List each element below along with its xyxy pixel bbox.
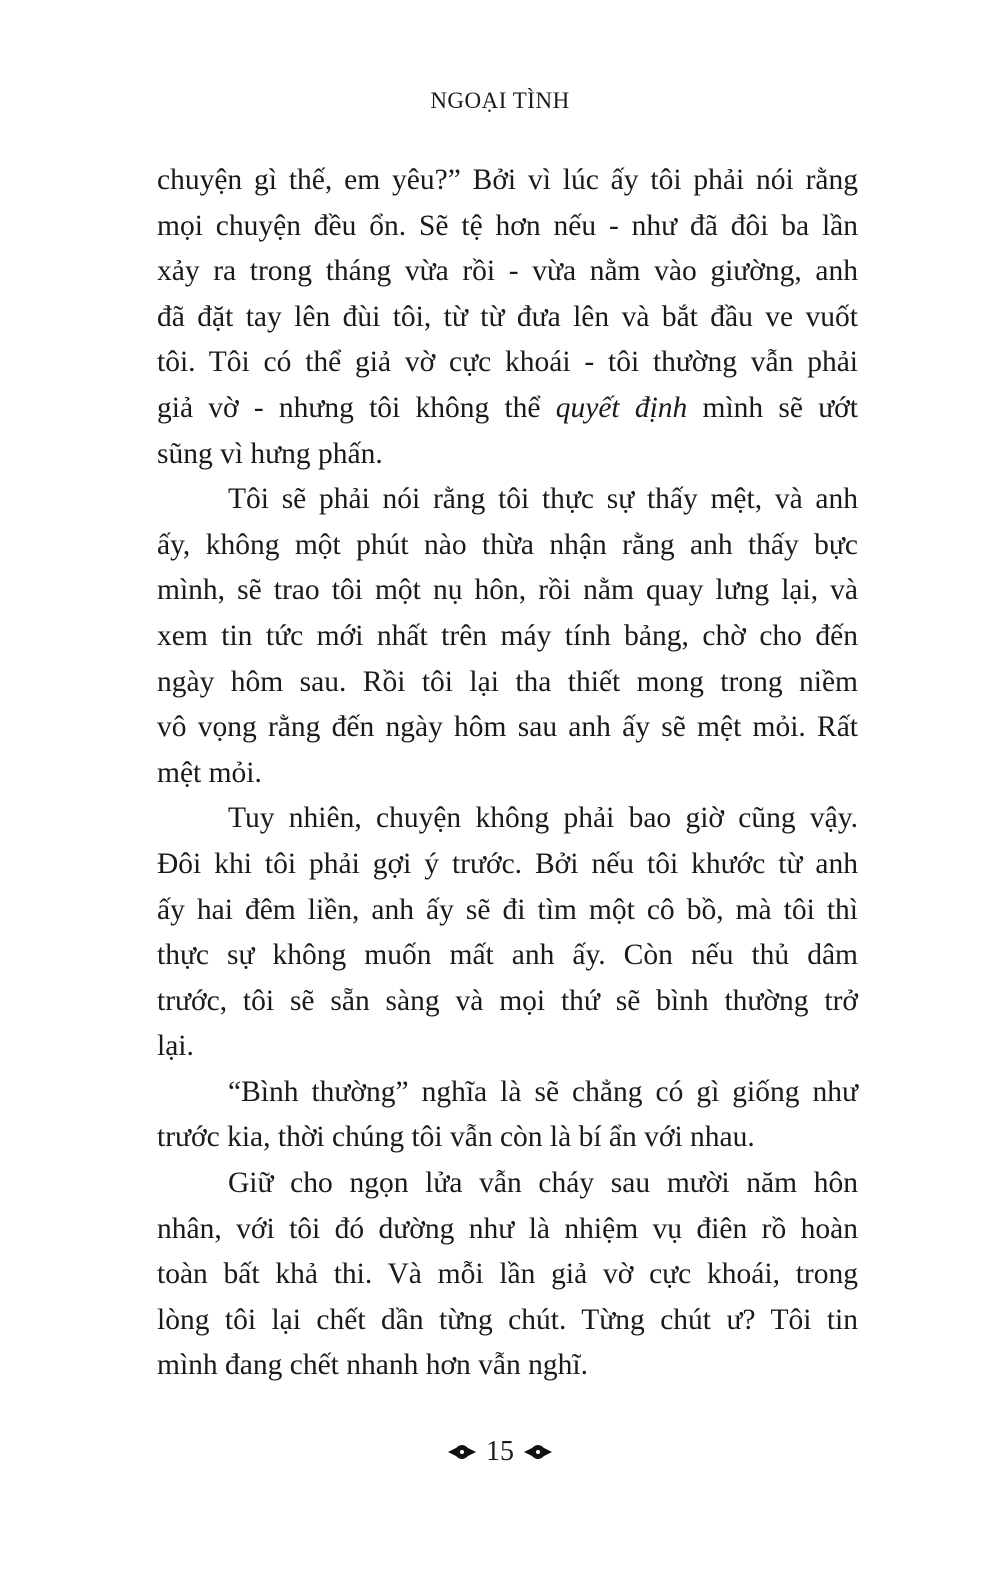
text-line (157, 432, 858, 478)
fleuron-right-icon (524, 1438, 552, 1470)
text-line (157, 1343, 858, 1389)
text-segment: mình đang chết nhanh hơn vẫn nghĩ. (157, 1349, 588, 1382)
text-line (157, 477, 858, 523)
paragraph (157, 158, 858, 477)
text-segment: toàn bất khả thi. Và mỗi lần giả vờ cực khoái, trong (157, 1258, 858, 1291)
text-line (157, 1070, 858, 1116)
text-line (157, 796, 858, 842)
text-segment: đã đặt tay lên đùi tôi, từ từ đưa lên và bắt đầu ve vuốt (157, 300, 858, 333)
text-segment: xem tin tức mới nhất trên máy tính bảng, chờ cho đến (157, 619, 858, 652)
text-segment: lại. (157, 1030, 194, 1063)
text-segment: vô vọng rằng đến ngày hôm sau anh ấy sẽ mệt mỏi. Rất (157, 711, 858, 744)
text-line (157, 1207, 858, 1253)
text-segment: lòng tôi lại chết dần từng chút. Từng chút ư? Tôi tin (157, 1303, 858, 1336)
text-segment: xảy ra trong tháng vừa rồi - vừa nằm vào giường, anh (157, 255, 858, 288)
text-line (157, 158, 858, 204)
fleuron-left-icon (448, 1438, 476, 1470)
body-text (157, 158, 858, 1389)
text-segment: Giữ cho ngọn lửa vẫn cháy sau mười năm hôn (228, 1167, 858, 1200)
text-line (157, 1252, 858, 1298)
text-line (157, 614, 858, 660)
text-line (157, 386, 858, 432)
text-segment: mọi chuyện đều ổn. Sẽ tệ hơn nếu - như đã đôi ba lần (157, 209, 858, 242)
text-line (157, 888, 858, 934)
paragraph (157, 1161, 858, 1389)
page-footer (0, 1436, 1000, 1470)
text-line (157, 568, 858, 614)
text-segment: mình, sẽ trao tôi một nụ hôn, rồi nằm quay lưng lại, và (157, 574, 858, 607)
paragraph (157, 1070, 858, 1161)
text-segment: nhân, với tôi đó dường như là nhiệm vụ điên rồ hoàn (157, 1212, 858, 1245)
text-line (157, 204, 858, 250)
text-segment: trước, tôi sẽ sẵn sàng và mọi thứ sẽ bình thường trở (157, 984, 858, 1017)
running-header: NGOẠI TÌNH (430, 88, 570, 113)
text-segment: trước kia, thời chúng tôi vẫn còn là bí ẩn với nhau. (157, 1121, 755, 1154)
text-segment: sũng vì hưng phấn. (157, 437, 383, 470)
text-segment: Đôi khi tôi phải gợi ý trước. Bởi nếu tôi khước từ anh (157, 847, 858, 880)
text-line (157, 295, 858, 341)
text-line (157, 842, 858, 888)
text-segment: ấy, không một phút nào thừa nhận rằng anh thấy bực (157, 528, 858, 561)
text-line (157, 1115, 858, 1161)
text-segment: ấy hai đêm liền, anh ấy sẽ đi tìm một cô bồ, mà tôi thì (157, 893, 858, 926)
text-segment: mệt mỏi. (157, 756, 262, 789)
text-line (157, 705, 858, 751)
paragraph (157, 796, 858, 1070)
text-line (157, 1024, 858, 1070)
text-segment: mình sẽ ướt (687, 391, 858, 424)
page-number: 15 (486, 1436, 514, 1467)
text-line (157, 340, 858, 386)
text-line (157, 1161, 858, 1207)
paragraph (157, 477, 858, 796)
text-segment: chuyện gì thế, em yêu?” Bởi vì lúc ấy tôi phải nói rằng (157, 164, 858, 196)
text-line (157, 1298, 858, 1344)
text-line (157, 523, 858, 569)
text-segment: giả vờ - nhưng tôi không thể (157, 391, 556, 424)
text-segment: Tuy nhiên, chuyện không phải bao giờ cũng vậy. (228, 802, 858, 835)
text-line (157, 751, 858, 797)
italic-text: quyết định (555, 391, 688, 424)
text-line (157, 933, 858, 979)
text-segment: tôi. Tôi có thể giả vờ cực khoái - tôi thường vẫn phải (157, 346, 858, 379)
text-line (157, 249, 858, 295)
text-segment: “Bình thường” nghĩa là sẽ chẳng có gì giống như (228, 1075, 858, 1108)
text-segment: ngày hôm sau. Rồi tôi lại tha thiết mong trong niềm (157, 665, 858, 698)
text-segment: thực sự không muốn mất anh ấy. Còn nếu thủ dâm (157, 939, 858, 972)
text-line (157, 660, 858, 706)
text-segment: Tôi sẽ phải nói rằng tôi thực sự thấy mệt, và anh (228, 483, 858, 516)
text-line (157, 979, 858, 1025)
